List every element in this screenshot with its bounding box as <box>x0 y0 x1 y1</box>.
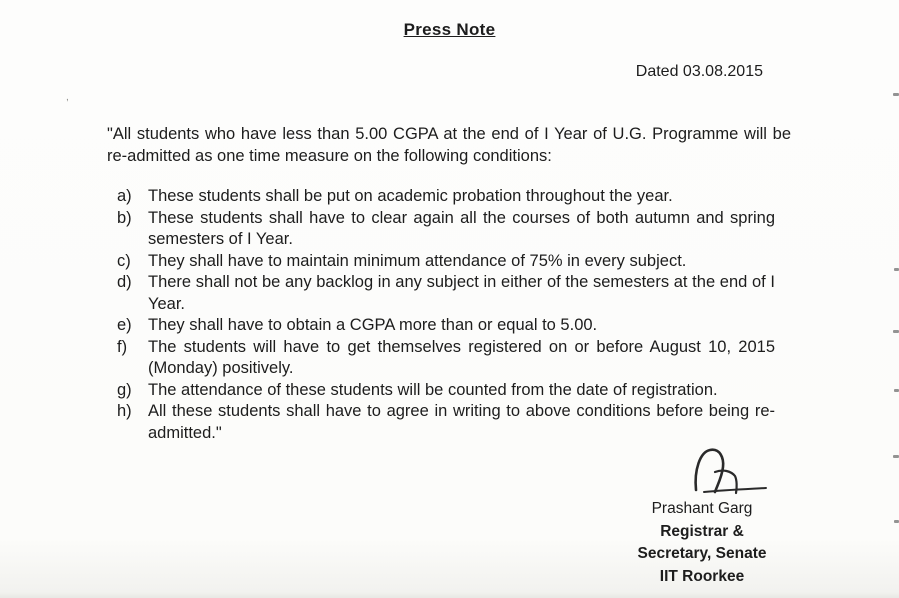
list-item-text: All these students shall have to agree in writing to above conditions before being re-admitted." <box>148 402 775 442</box>
list-item-text: These students shall have to clear again all the courses of both autumn and spring semesters of I Year. <box>148 208 775 248</box>
list-item-text: The students will have to get themselves registered on or before August 10, 2015 (Monday) positively. <box>148 337 775 377</box>
conditions-list <box>117 186 775 444</box>
signatory-designation-3: IIT Roorkee <box>659 567 745 585</box>
signature-icon <box>690 446 770 496</box>
list-item-label: f) <box>117 337 128 356</box>
list-item-label: h) <box>117 402 132 420</box>
scan-speck: , <box>66 92 69 103</box>
list-item-label: e) <box>117 316 132 334</box>
list-item-label: d) <box>117 273 132 291</box>
scan-artifact <box>894 389 899 392</box>
list-item-text: They shall have to maintain minimum attendance of 75% in every subject. <box>148 251 687 270</box>
list-item <box>117 315 775 337</box>
list-item <box>117 272 775 315</box>
signatory-designation-2: Secretary, Senate <box>637 545 767 562</box>
list-item-label: c) <box>117 251 131 270</box>
intro-paragraph: "All students who have less than 5.00 CGPA at the end of I Year of U.G. Programme will be re-admitted as one time measure on the following conditions: <box>107 125 791 165</box>
signatory-designation-1: Registrar & <box>660 522 744 540</box>
scan-artifact <box>893 330 899 333</box>
signature-block <box>612 446 792 588</box>
list-item-text: There shall not be any backlog in any subject in either of the semesters at the end of I Year. <box>148 273 775 313</box>
list-item-text: They shall have to obtain a CGPA more than or equal to 5.00. <box>148 316 598 334</box>
document-title: Press Note <box>403 20 496 39</box>
scan-artifact <box>894 520 899 523</box>
signatory-name: Prashant Garg <box>651 500 753 517</box>
list-item-text: These students shall be put on academic probation throughout the year. <box>148 187 673 205</box>
list-item-text: The attendance of these students will be counted from the date of registration. <box>148 380 718 399</box>
list-item-label: g) <box>117 380 132 399</box>
list-item <box>117 401 775 444</box>
document-date: Dated 03.08.2015 <box>635 63 763 80</box>
list-item <box>117 186 775 208</box>
list-item <box>117 337 775 380</box>
list-item <box>117 380 775 402</box>
scan-artifact <box>894 268 899 271</box>
scan-artifact <box>893 93 899 96</box>
list-item <box>117 208 775 251</box>
scan-artifact <box>893 455 899 458</box>
list-item-label: b) <box>117 208 132 227</box>
list-item-label: a) <box>117 187 132 205</box>
list-item <box>117 251 775 273</box>
